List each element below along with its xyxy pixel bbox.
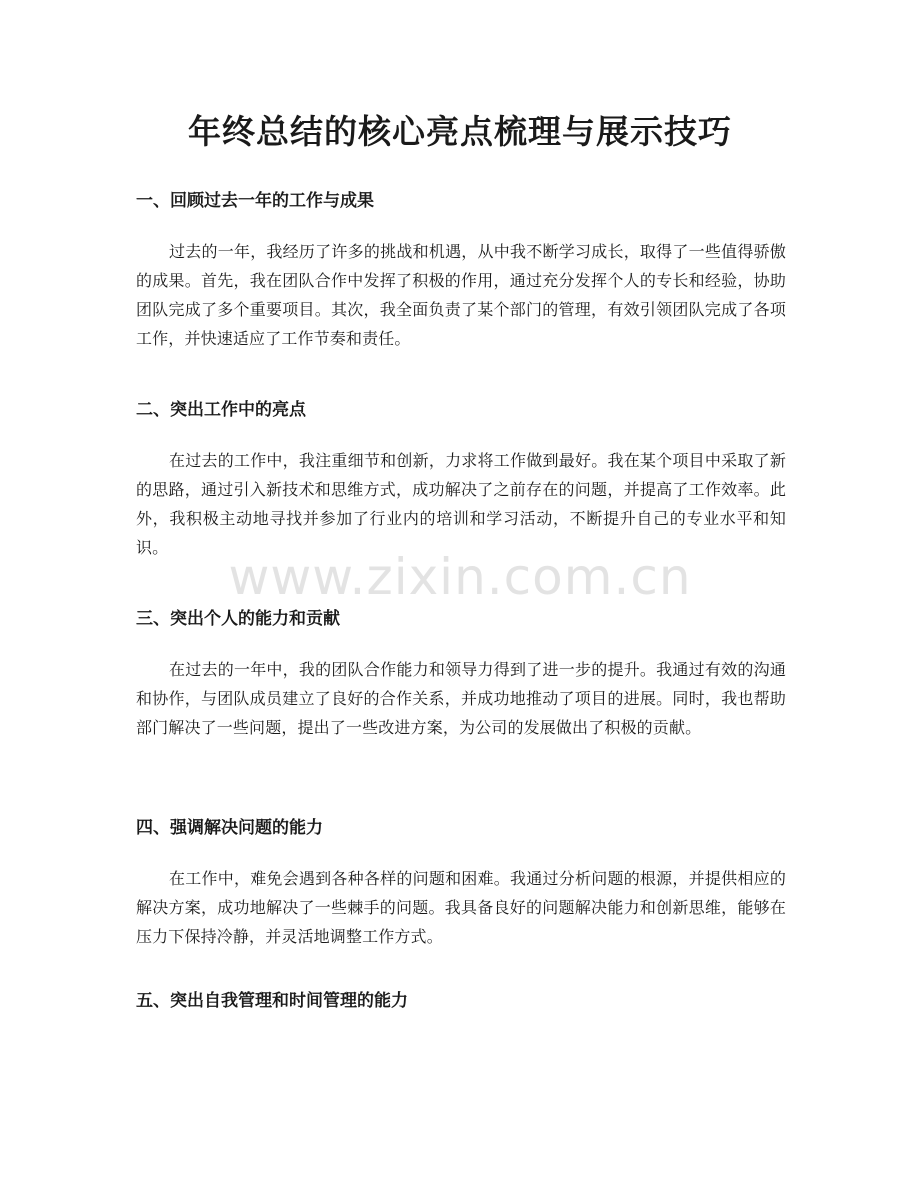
section-paragraph: 在工作中，难免会遇到各种各样的问题和困难。我通过分析问题的根源，并提供相应的解决方案，成功地解决了一些棘手的问题。我具备良好的问题解决能力和创新思维，能够在压力下保持冷静，并灵活地调整工作方式。 (136, 869, 786, 946)
section-heading: 四、强调解决问题的能力 (136, 818, 323, 838)
section-heading: 五、突出自我管理和时间管理的能力 (136, 991, 408, 1011)
document-title: 年终总结的核心亮点梳理与展示技巧 (188, 112, 732, 151)
section-heading: 二、突出工作中的亮点 (136, 400, 306, 420)
section-heading: 一、回顾过去一年的工作与成果 (136, 191, 374, 211)
section-self-management (136, 988, 786, 1014)
section-problem-solving (136, 815, 786, 951)
section-paragraph: 过去的一年，我经历了许多的挑战和机遇，从中我不断学习成长，取得了一些值得骄傲的成果。首先，我在团队合作中发挥了积极的作用，通过充分发挥个人的专长和经验，协助团队完成了多个重要项目。其次，我全面负责了某个部门的管理，有效引领团队完成了各项工作，并快速适应了工作节奏和责任。 (136, 242, 786, 348)
section-ability-contribution (136, 606, 786, 742)
section-paragraph: 在过去的工作中，我注重细节和创新，力求将工作做到最好。我在某个项目中采取了新的思路，通过引入新技术和思维方式，成功解决了之前存在的问题，并提高了工作效率。此外，我积极主动地寻找并参加了行业内的培训和学习活动，不断提升自己的专业水平和知识。 (136, 451, 786, 557)
watermark: www.zixin.com.cn (228, 548, 692, 606)
section-paragraph: 在过去的一年中，我的团队合作能力和领导力得到了进一步的提升。我通过有效的沟通和协作，与团队成员建立了良好的合作关系，并成功地推动了项目的进展。同时，我也帮助部门解决了一些问题，提出了一些改进方案，为公司的发展做出了积极的贡献。 (136, 660, 786, 737)
section-review-work (136, 188, 786, 353)
section-highlights (136, 397, 786, 562)
section-heading: 三、突出个人的能力和贡献 (136, 609, 340, 629)
